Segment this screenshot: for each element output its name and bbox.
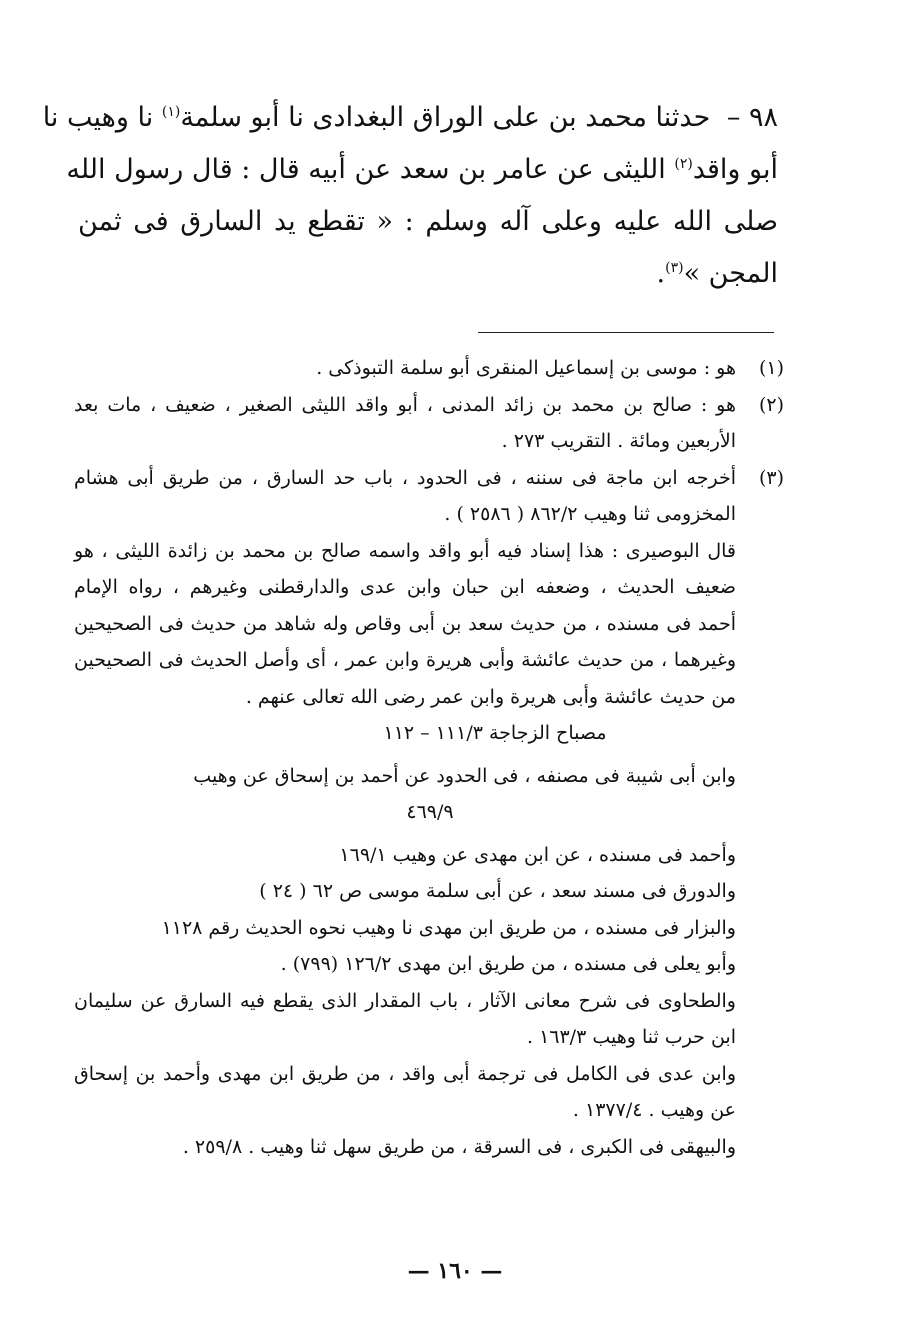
hadith-line: ٩٨ – حدثنا محمد بن على الوراق البغدادى نا أبو سلمة$^{(١)}$ نا وهيب نا [42,102,778,133]
footnote-line: والدورق فى مسند سعد ، عن أبى سلمة موسى ص ٦٢ ( ٢٤ ) [259,880,736,902]
page-number: — ١٦٠ — [407,1258,503,1284]
footnote-line: من حديث عائشة وأبى هريرة وابن عمر رضى الله تعالى عنهم . [245,685,736,708]
footnote-marker: (٢) [758,393,784,416]
footnote-marker: (١) [758,357,784,379]
footnote-2 [74,387,784,460]
footnote-line: ابن حرب ثنا وهيب ١٦٣/٣ . [526,1026,736,1048]
footnote-separator [478,332,774,333]
footnote-line: أخرجه ابن ماجة فى سننه ، فى الحدود ، باب حد السارق ، من طريق أبى هشام [74,466,736,489]
footnote-line: عن وهيب . ١٣٧٧/٤ . [572,1099,736,1121]
footnote-line: والبزار فى مسنده ، من طريق ابن مهدى نا وهيب نحوه الحديث رقم ١١٢٨ [161,916,736,939]
footnote-line: وابن أبى شيبة فى مصنفه ، فى الحدود عن أحمد بن إسحاق عن وهيب [193,764,736,787]
footnote-line: مصباح الزجاجة ١١١/٣ – ١١٢ [383,722,607,744]
footnote-ref: (٢) [674,156,693,172]
footnote-line: والطحاوى فى شرح معانى الآثار ، باب المقدار الذى يقطع فيه السارق عن سليمان [74,989,736,1012]
footnote-line: هو : صالح بن محمد بن زائد المدنى ، أبو واقد الليثى الصغير ، ضعيف ، مات بعد [74,393,736,416]
footnote-line: المخزومى ثنا وهيب ٨٦٢/٢ ( ٢٥٨٦ ) . [444,503,736,525]
footnote-ref: (٣) [665,260,684,276]
footnote-line: ضعيف الحديث ، وضعفه ابن حبان وابن عدى والدارقطنى وغيرهم ، رواه الإمام [74,576,736,598]
footnote-line: وابن عدى فى الكامل فى ترجمة أبى واقد ، من طريق ابن مهدى وأحمد بن إسحاق [74,1062,736,1085]
footnote-line: ٤٦٩/٩ [406,801,454,823]
footnote-line: وأبو يعلى فى مسنده ، من طريق ابن مهدى ١٢٦/٢ (٧٩٩) . [280,953,736,975]
hadith-line: المجن »$^{(٣)}$. [656,258,778,289]
footnote-line: وغيرهما ، من حديث عائشة وأبى هريرة وابن عمر ، أى وأصل الحديث فى الصحيحين [74,649,736,671]
hadith-number: ٩٨ – [726,102,778,133]
footnote-line: والبيهقى فى الكبرى ، فى السرقة ، من طريق سهل ثنا وهيب . ٢٥٩/٨ . [182,1135,736,1158]
hadith-line: صلى الله عليه وعلى آله وسلم : « تقطع يد السارق فى ثمن [78,206,778,237]
footnote-line: الأربعين ومائة . التقريب ٢٧٣ . [501,430,736,452]
footnote-line: قال البوصيرى : هذا إسناد فيه أبو واقد واسمه صالح بن محمد بن زائدة الليثى ، هو [74,539,736,562]
hadith-line: أبو واقد$^{(٢)}$ الليثى عن عامر بن سعد عن أبيه قال : قال رسول الله [66,154,778,185]
footnote-ref: (١) [161,104,181,120]
hadith-text [42,92,778,300]
footnote-1 [74,350,784,387]
footnotes [74,350,784,1165]
footnote-line: أحمد فى مسنده ، من حديث سعد بن أبى وقاص وله شاهد من حديث فى الصحيحين [74,612,736,635]
footnote-line: هو : موسى بن إسماعيل المنقرى أبو سلمة التبوذكى . [316,357,736,379]
footnote-line: وأحمد فى مسنده ، عن ابن مهدى عن وهيب ١٦٩/١ [339,843,736,866]
footnote-marker: (٣) [758,466,784,489]
footnote-3 [74,460,784,1166]
